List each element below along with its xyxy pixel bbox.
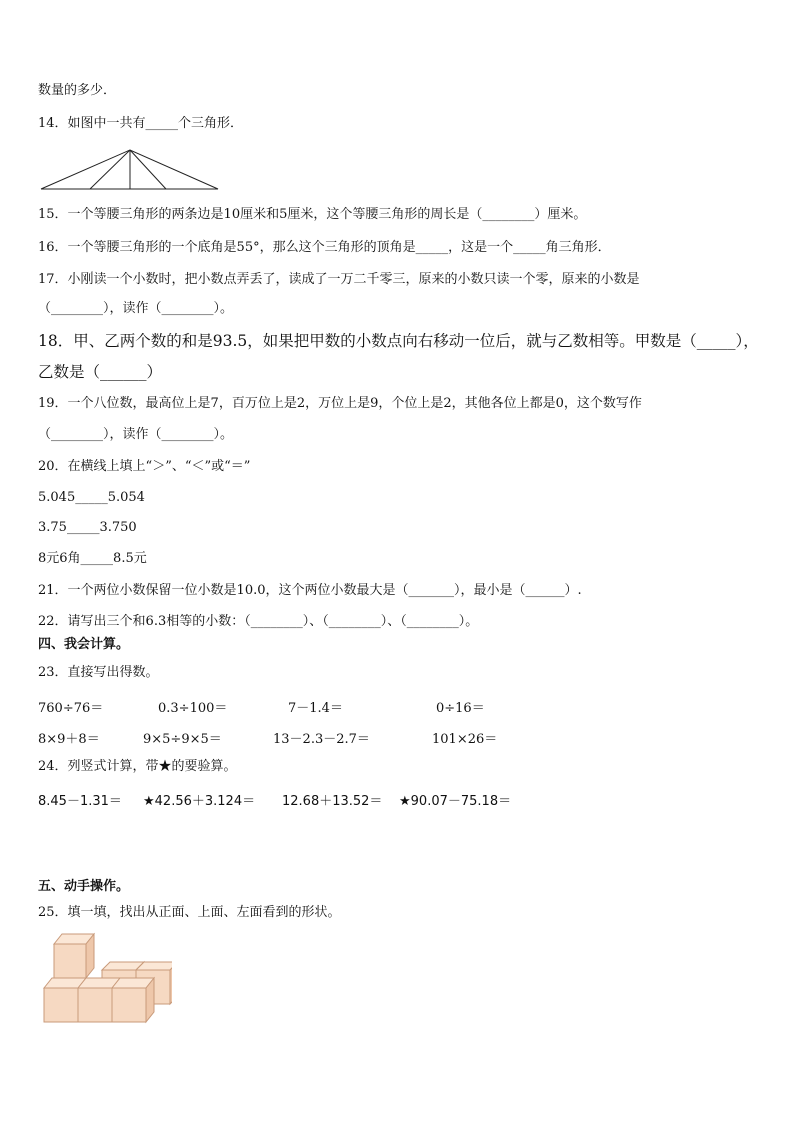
calc-item: 0.3÷100＝ <box>158 701 228 716</box>
question-17b: （________），读作（________）。 <box>38 301 234 316</box>
question-19a: 19．一个八位数，最高位上是7，百万位上是2，万位上是9，个位上是2，其他各位上都是0，这个数写作 <box>38 396 642 411</box>
question-24: 24．列竖式计算，带★的要验算。 <box>38 759 237 774</box>
question-20: 20．在横线上填上“＞”、“＜”或“＝” <box>38 459 251 474</box>
question-14: 14．如图中一共有_____个三角形． <box>38 116 244 131</box>
question-17a: 17．小刚读一个小数时，把小数点弄丢了，读成了一万二千零三，原来的小数只读一个零，原来的小数是 <box>38 272 640 287</box>
vertical-calc-item: ★42.56＋3.124＝ <box>143 794 256 809</box>
question-22: 22．请写出三个和6.3相等的小数：（________）、（________）、（________）。 <box>38 614 479 629</box>
question-23: 23．直接写出得数。 <box>38 665 159 680</box>
calc-item: 13－2.3－2.7＝ <box>273 732 370 747</box>
cube-stack-figure <box>40 928 172 1026</box>
triangle-figure <box>38 148 223 192</box>
question-18b: 乙数是（______） <box>38 363 163 381</box>
compare-item-2: 3.75_____3.750 <box>38 520 137 535</box>
calc-item: 760÷76＝ <box>38 701 104 716</box>
section-4-heading: 四、我会计算。 <box>38 637 130 652</box>
section-5-heading: 五、动手操作。 <box>38 879 130 894</box>
calc-item: 9×5÷9×5＝ <box>143 732 222 747</box>
question-18a: 18．甲、乙两个数的和是93.5，如果把甲数的小数点向右移动一位后，就与乙数相等。甲数是（_____）， <box>38 332 759 350</box>
question-25: 25．填一填，找出从正面、上面、左面看到的形状。 <box>38 905 341 920</box>
calc-item: 0÷16＝ <box>436 701 485 716</box>
calc-item: 7－1.4＝ <box>288 701 343 716</box>
vertical-calc-item: ★90.07－75.18＝ <box>399 794 512 809</box>
question-21: 21．一个两位小数保留一位小数是10.0，这个两位小数最大是（_______），最小是（______）. <box>38 583 582 598</box>
calc-item: 101×26＝ <box>432 732 498 747</box>
vertical-calc-item: 12.68＋13.52＝ <box>282 794 383 809</box>
compare-item-3: 8元6角_____8.5元 <box>38 551 147 566</box>
vertical-calc-item: 8.45－1.31＝ <box>38 794 122 809</box>
question-19b: （________），读作（________）。 <box>38 427 234 442</box>
continuation-text: 数量的多少． <box>38 83 117 98</box>
question-15: 15．一个等腰三角形的两条边是10厘米和5厘米，这个等腰三角形的周长是（________）厘米。 <box>38 207 587 222</box>
compare-item-1: 5.045_____5.054 <box>38 490 145 505</box>
calc-item: 8×9＋8＝ <box>38 732 100 747</box>
question-16: 16．一个等腰三角形的一个底角是55°，那么这个三角形的顶角是_____，这是一个_____角三角形． <box>38 240 611 255</box>
